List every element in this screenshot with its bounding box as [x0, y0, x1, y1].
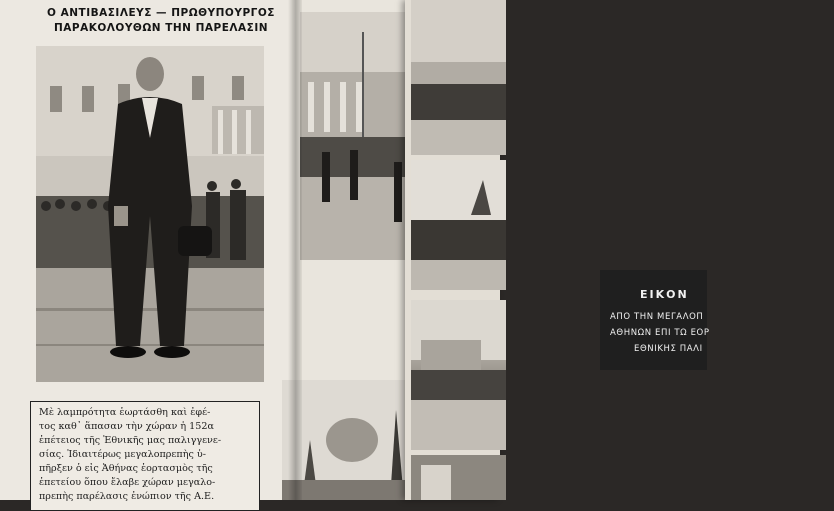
book-gutter [288, 0, 302, 500]
left-page [0, 0, 292, 500]
article-line: Μὲ λαμπρότητα ἑωρτάσθη καὶ ἐφέ- [39, 407, 211, 418]
article-line: τος καθ᾽ ἅπασαν τὴν χώραν ἡ 152α [39, 421, 214, 432]
inset-line-1: ΑΠΟ ΤΗΝ ΜΕΓΑΛΟΠ [610, 312, 704, 322]
inset-line-3: ΕΘΝΙΚΗΣ ΠΑΛΙ [634, 344, 703, 354]
page-title-line-1: Ο ΑΝΤΙΒΑΣΙΛΕΥΣ — ΠΡΩΘΥΠΟΥΡΓΟΣ [47, 7, 275, 19]
article-line: ἐπετείου ὅπου ἔλαβε χώραν μεγαλο- [39, 477, 216, 488]
article-line: πρεπὴς παρέλασις ἐνώπιον τῆς Α.Ε. [39, 491, 215, 502]
parade-photo-4 [411, 455, 506, 500]
inset-line-2: ΑΘΗΝΩΝ ΕΠΙ ΤΩ ΕΟΡ [610, 328, 710, 338]
parade-photo-2 [411, 160, 506, 290]
main-photo [36, 46, 264, 382]
right-page [292, 0, 710, 500]
parade-photo-1 [411, 0, 506, 155]
far-right-page [405, 0, 500, 500]
page-title [36, 6, 286, 36]
parade-photo-3 [411, 300, 506, 450]
article-line: σίας. Ἰδιαιτέρως μεγαλοπρεπὴς ὑ- [39, 449, 206, 460]
parade-photo-top [300, 12, 410, 260]
article-text [30, 401, 260, 511]
inset-caption [600, 270, 710, 370]
article-line: πῆρξεν ὁ εἰς Ἀθήνας ἑορτασμὸς τῆς [39, 463, 213, 474]
page-title-line-2: ΠΑΡΑΚΟΛΟΥΘΩΝ ΤΗΝ ΠΑΡΕΛΑΣΙΝ [53, 22, 269, 34]
inset-title: ΕΙΚΟΝ [640, 288, 689, 301]
article-line: ἐπέτειος τῆς Ἐθνικῆς μας παλιγγενε- [39, 435, 222, 446]
